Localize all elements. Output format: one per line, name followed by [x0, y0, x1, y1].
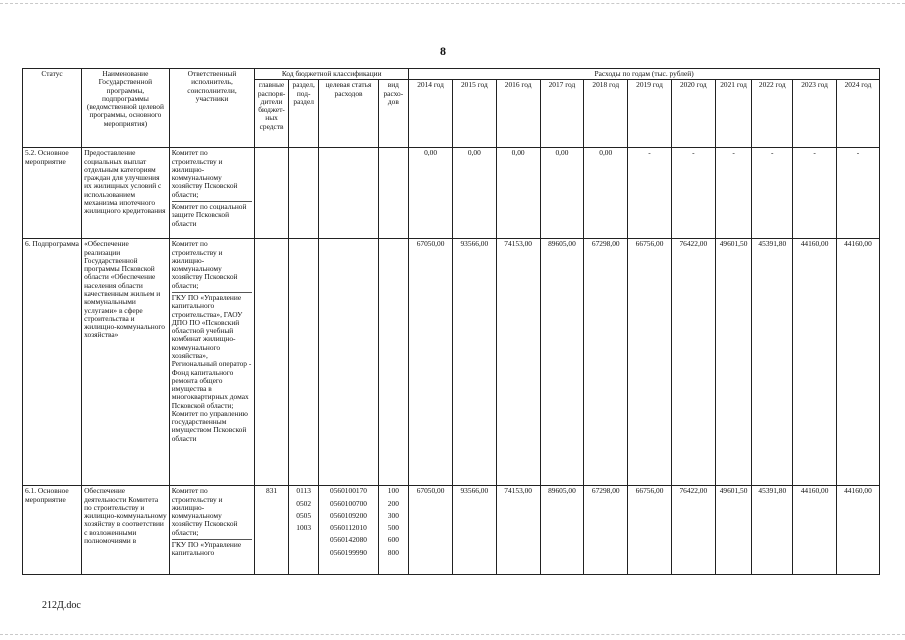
- row-value: -: [793, 148, 837, 239]
- row-value: 0,00: [409, 148, 453, 239]
- header-year: 2015 год: [452, 80, 496, 148]
- row-section: [288, 239, 319, 486]
- row-value: 44160,00: [793, 239, 837, 486]
- row-responsible: [169, 486, 255, 575]
- row-article: [319, 486, 378, 575]
- row-value: 66756,00: [628, 486, 672, 575]
- row-grbs: 831: [255, 486, 289, 575]
- header-grbs: главные распоря-дители бюджет-ных средств: [255, 80, 289, 148]
- table-row: [23, 148, 880, 239]
- section-code: 0113: [296, 486, 311, 496]
- budget-table: [22, 68, 880, 575]
- row-value: 67298,00: [584, 486, 628, 575]
- kind-code: 200: [387, 498, 399, 508]
- responsible-entry: Комитет по строительству и жилищно-коммунальному хозяйству Псковской области;: [171, 486, 238, 537]
- header-year: 2024 год: [836, 80, 879, 148]
- responsible-entry: ГКУ ПО «Управление капитального строительства», ГАОУ ДПО ПО «Псковский областной учебный комбинат жилищно-коммунального хозяйства», Региональный оператор - Фонд капитального ремонта общего имущества в многоквартирных домах Псковской области; Комитет по управлению государственным имуществом Псковской области: [171, 292, 252, 443]
- footer-filename: 212Д.doc: [42, 600, 81, 611]
- section-code: 1003: [296, 523, 312, 533]
- row-value: 45391,80: [752, 239, 793, 486]
- row-value: 44160,00: [836, 239, 879, 486]
- header-article: целевая статья расходов: [319, 80, 378, 148]
- row-value: 76422,00: [671, 486, 715, 575]
- scan-edge-top: [0, 3, 905, 4]
- row-article: [319, 239, 378, 486]
- row-grbs: [255, 239, 289, 486]
- kind-code: 800: [387, 547, 399, 557]
- row-section: [288, 486, 319, 575]
- article-code: 0560109200: [330, 510, 367, 520]
- row-value: -: [671, 148, 715, 239]
- responsible-entry: Комитет по строительству и жилищно-коммунальному хозяйству Псковской области;: [171, 239, 238, 290]
- responsible-entry: ГКУ ПО «Управление капитального: [171, 539, 242, 558]
- row-name: «Обеспечение реализации Государственной программы Псковской области «Обеспечение населения области качественным жильем и коммунальными услугами» в сфере строительства и жилищно-коммунального хозяйства»: [82, 239, 170, 486]
- row-value: -: [836, 148, 879, 239]
- row-responsible: [169, 239, 255, 486]
- row-name: Предоставление социальных выплат отдельным категориям граждан для улучшения их жилищных условий с использованием механизма ипотечного жилищного кредитования: [82, 148, 170, 239]
- row-value: 74153,00: [496, 486, 540, 575]
- kind-code: 600: [387, 535, 399, 545]
- page-number: 8: [440, 44, 446, 58]
- section-code: 0502: [296, 498, 312, 508]
- kind-code: 300: [387, 510, 399, 520]
- row-value: 93566,00: [452, 239, 496, 486]
- article-code: 0560112010: [330, 523, 367, 533]
- header-name: Наименование Государственной программы, подпрограммы (ведомственной целевой программы, основного мероприятия): [82, 69, 170, 148]
- section-code: 0505: [296, 510, 312, 520]
- row-value: 66756,00: [628, 239, 672, 486]
- header-kind: вид расхо-дов: [378, 80, 409, 148]
- row-value: 74153,00: [496, 239, 540, 486]
- table-row: [23, 239, 880, 486]
- row-value: 89605,00: [540, 486, 584, 575]
- header-expenses: Расходы по годам (тыс. рублей): [409, 69, 880, 80]
- responsible-entry: Комитет по строительству и жилищно-коммунальному хозяйству Псковской области;: [171, 148, 238, 199]
- row-value: 67050,00: [409, 486, 453, 575]
- row-value: 67298,00: [584, 239, 628, 486]
- header-year: 2021 год: [715, 80, 752, 148]
- row-value: -: [715, 148, 752, 239]
- kind-code: 500: [387, 523, 399, 533]
- row-responsible: [169, 148, 255, 239]
- row-section: [288, 148, 319, 239]
- row-status: 6.1. Основное мероприятие: [23, 486, 82, 575]
- header-status: Статус: [23, 69, 82, 148]
- row-article: [319, 148, 378, 239]
- header-year: 2018 год: [584, 80, 628, 148]
- article-code: 0560142080: [330, 535, 367, 545]
- header-year: 2019 год: [628, 80, 672, 148]
- row-value: 0,00: [540, 148, 584, 239]
- row-value: 93566,00: [452, 486, 496, 575]
- row-value: 76422,00: [671, 239, 715, 486]
- row-value: 44160,00: [793, 486, 837, 575]
- header-year: 2016 год: [496, 80, 540, 148]
- scan-edge-bottom: [0, 634, 905, 635]
- row-value: 49601,50: [715, 239, 752, 486]
- responsible-entry: Комитет по социальной защите Псковской области: [171, 201, 247, 228]
- header-responsible: Ответственный исполнитель, соисполнители, участники: [169, 69, 255, 148]
- row-status: 5.2. Основное мероприятие: [23, 148, 82, 239]
- row-value: 0,00: [584, 148, 628, 239]
- row-value: 0,00: [452, 148, 496, 239]
- row-value: 45391,80: [752, 486, 793, 575]
- row-value: 89605,00: [540, 239, 584, 486]
- kind-code: 100: [387, 486, 399, 496]
- header-year: 2020 год: [671, 80, 715, 148]
- header-year: 2022 год: [752, 80, 793, 148]
- row-grbs: [255, 148, 289, 239]
- table-row: [23, 486, 880, 575]
- article-code: 0560199990: [330, 547, 367, 557]
- row-value: 44160,00: [836, 486, 879, 575]
- row-value: 67050,00: [409, 239, 453, 486]
- header-section: раздел, под-раздел: [288, 80, 319, 148]
- header-year: 2017 год: [540, 80, 584, 148]
- row-name: Обеспечение деятельности Комитета по строительству и жилищно-коммунальному хозяйству в соответствии с возложенными полномочиями в: [82, 486, 170, 575]
- row-value: -: [628, 148, 672, 239]
- header-budget-code: Код бюджетной классификации: [255, 69, 409, 80]
- row-value: -: [752, 148, 793, 239]
- row-status: 6. Подпрограмма: [23, 239, 82, 486]
- article-code: 0560100170: [330, 486, 367, 496]
- header-row-1: [23, 69, 880, 80]
- row-kind: [378, 486, 409, 575]
- row-kind: [378, 148, 409, 239]
- row-value: 49601,50: [715, 486, 752, 575]
- row-value: 0,00: [496, 148, 540, 239]
- article-code: 0560100700: [330, 498, 367, 508]
- header-year: 2014 год: [409, 80, 453, 148]
- header-year: 2023 год: [793, 80, 837, 148]
- row-kind: [378, 239, 409, 486]
